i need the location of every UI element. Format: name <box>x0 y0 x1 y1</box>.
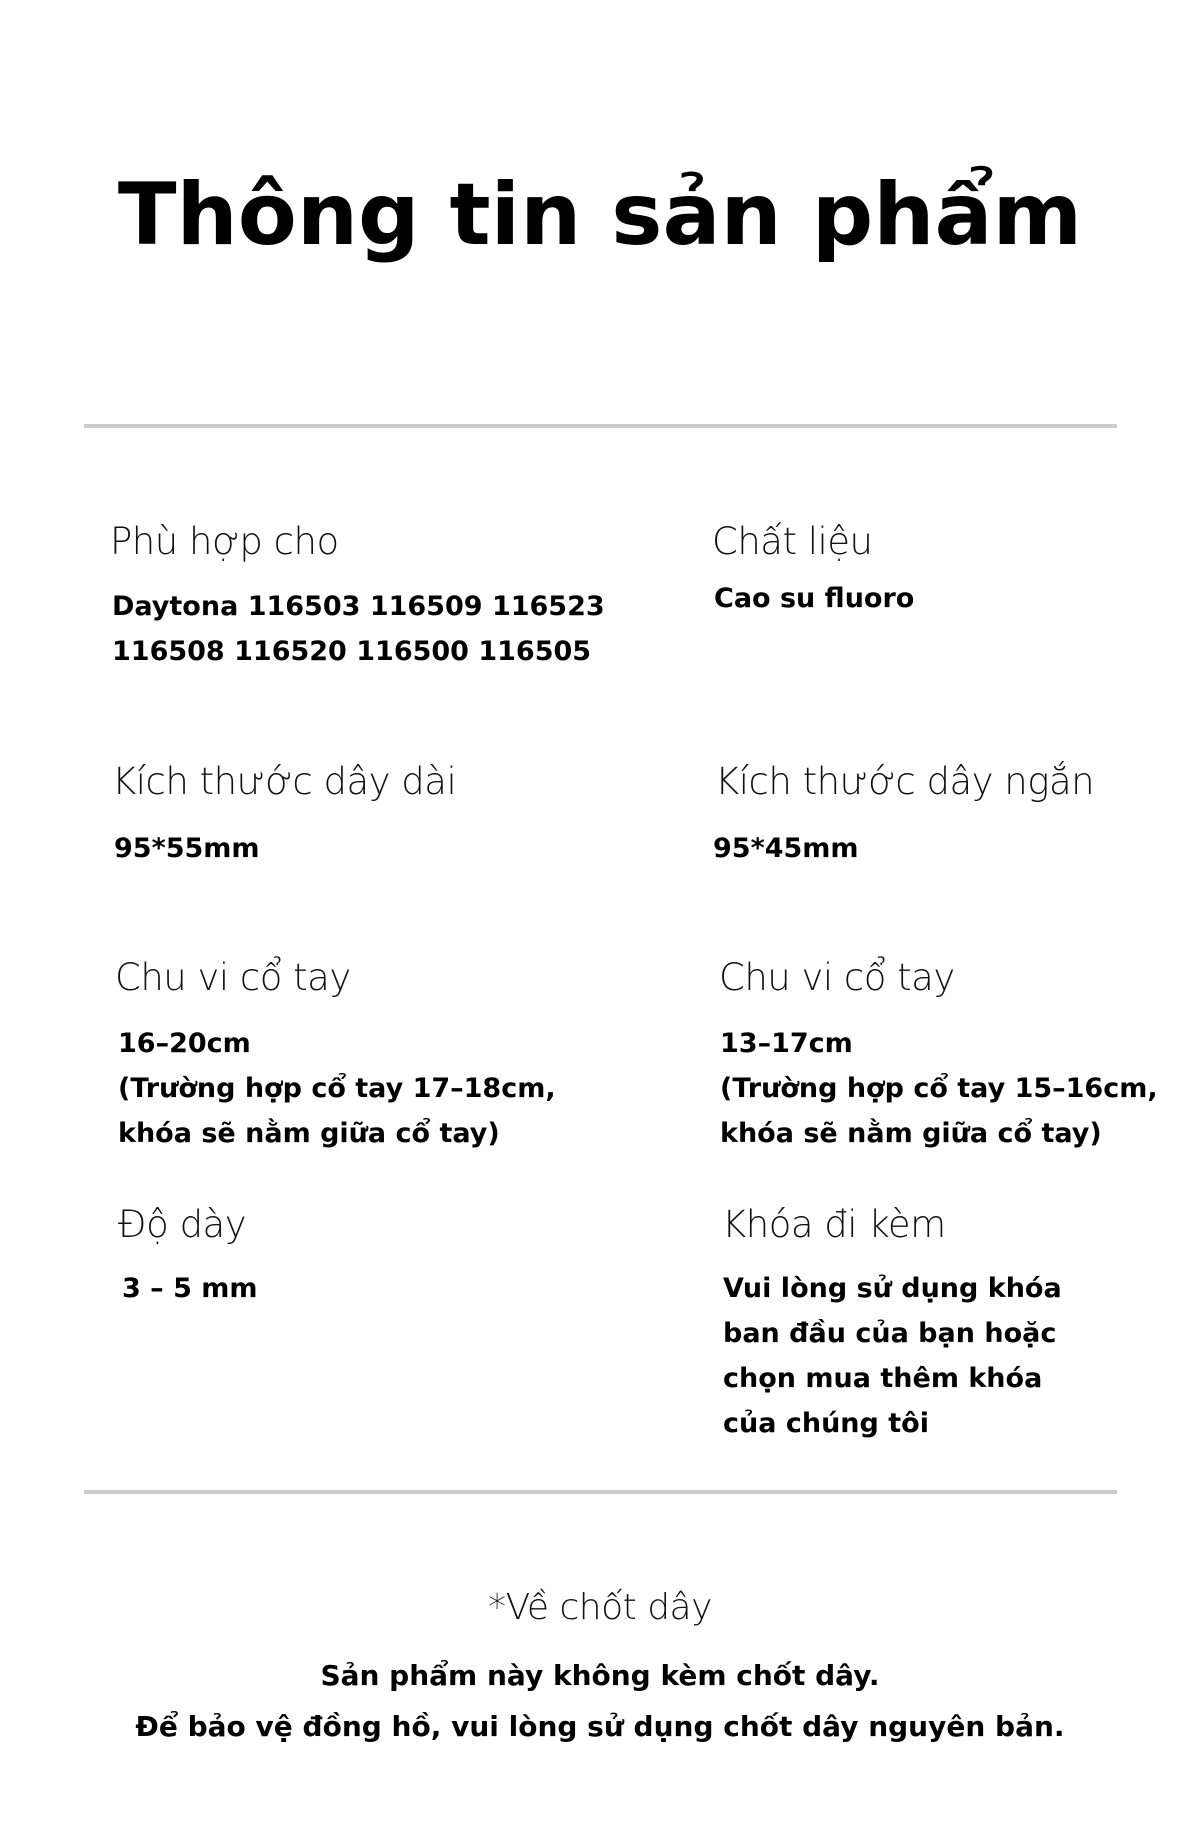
spec-label-long-strap-size: Kích thước dây dài <box>112 760 457 803</box>
spec-value-line: khóa sẽ nằm giữa cổ tay) <box>720 1118 1102 1149</box>
spec-value-line: Daytona 116503 116509 116523 <box>112 591 605 622</box>
spec-value-line: khóa sẽ nằm giữa cổ tay) <box>118 1118 500 1149</box>
note-body <box>0 1650 1200 1752</box>
spec-label-material: Chất liệu <box>712 520 873 563</box>
spec-value-line: chọn mua thêm khóa <box>723 1363 1043 1394</box>
note-line: Để bảo vệ đồng hồ, vui lòng sử dụng chốt dây nguyên bản. <box>135 1710 1065 1743</box>
spec-value-line: 95*55mm <box>114 833 260 864</box>
note-line: Sản phẩm này không kèm chốt dây. <box>320 1659 880 1692</box>
spec-value-line: Cao su fluoro <box>714 583 915 614</box>
spec-value-line: (Trường hợp cổ tay 15–16cm, <box>720 1073 1158 1104</box>
spec-label-wrist-short: Chu vi cổ tay <box>719 956 955 999</box>
page-title: Thông tin sản phẩm <box>117 165 1083 265</box>
spec-value-line: 16–20cm <box>118 1028 251 1059</box>
spec-value-thickness <box>122 1266 258 1311</box>
spec-value-compatible <box>112 584 605 674</box>
spec-value-line: 3 – 5 mm <box>122 1273 258 1304</box>
spec-value-clasp <box>723 1266 1062 1446</box>
spec-label-short-strap-size: Kích thước dây ngắn <box>715 760 1095 803</box>
spec-label-compatible: Phù hợp cho <box>110 520 339 563</box>
spec-label-thickness: Độ dày <box>118 1203 247 1246</box>
spec-label-wrist-long: Chu vi cổ tay <box>115 956 351 999</box>
spec-value-short-strap-size <box>713 826 859 871</box>
spec-value-line: ban đầu của bạn hoặc <box>723 1318 1057 1349</box>
spec-value-long-strap-size <box>114 826 260 871</box>
spec-value-line: của chúng tôi <box>723 1408 929 1439</box>
spec-value-line: (Trường hợp cổ tay 17–18cm, <box>118 1073 556 1104</box>
top-divider <box>84 424 1117 428</box>
bottom-divider <box>84 1490 1117 1494</box>
spec-value-line: 95*45mm <box>713 833 859 864</box>
spec-value-wrist-short <box>720 1021 1158 1156</box>
spec-value-wrist-long <box>118 1021 556 1156</box>
spec-value-line: Vui lòng sử dụng khóa <box>723 1273 1062 1304</box>
spec-label-clasp: Khóa đi kèm <box>722 1203 946 1246</box>
spec-value-line: 13–17cm <box>720 1028 853 1059</box>
note-heading: *Về chốt dây <box>488 1587 712 1628</box>
spec-value-material <box>714 576 914 621</box>
spec-value-line: 116508 116520 116500 116505 <box>112 636 592 667</box>
